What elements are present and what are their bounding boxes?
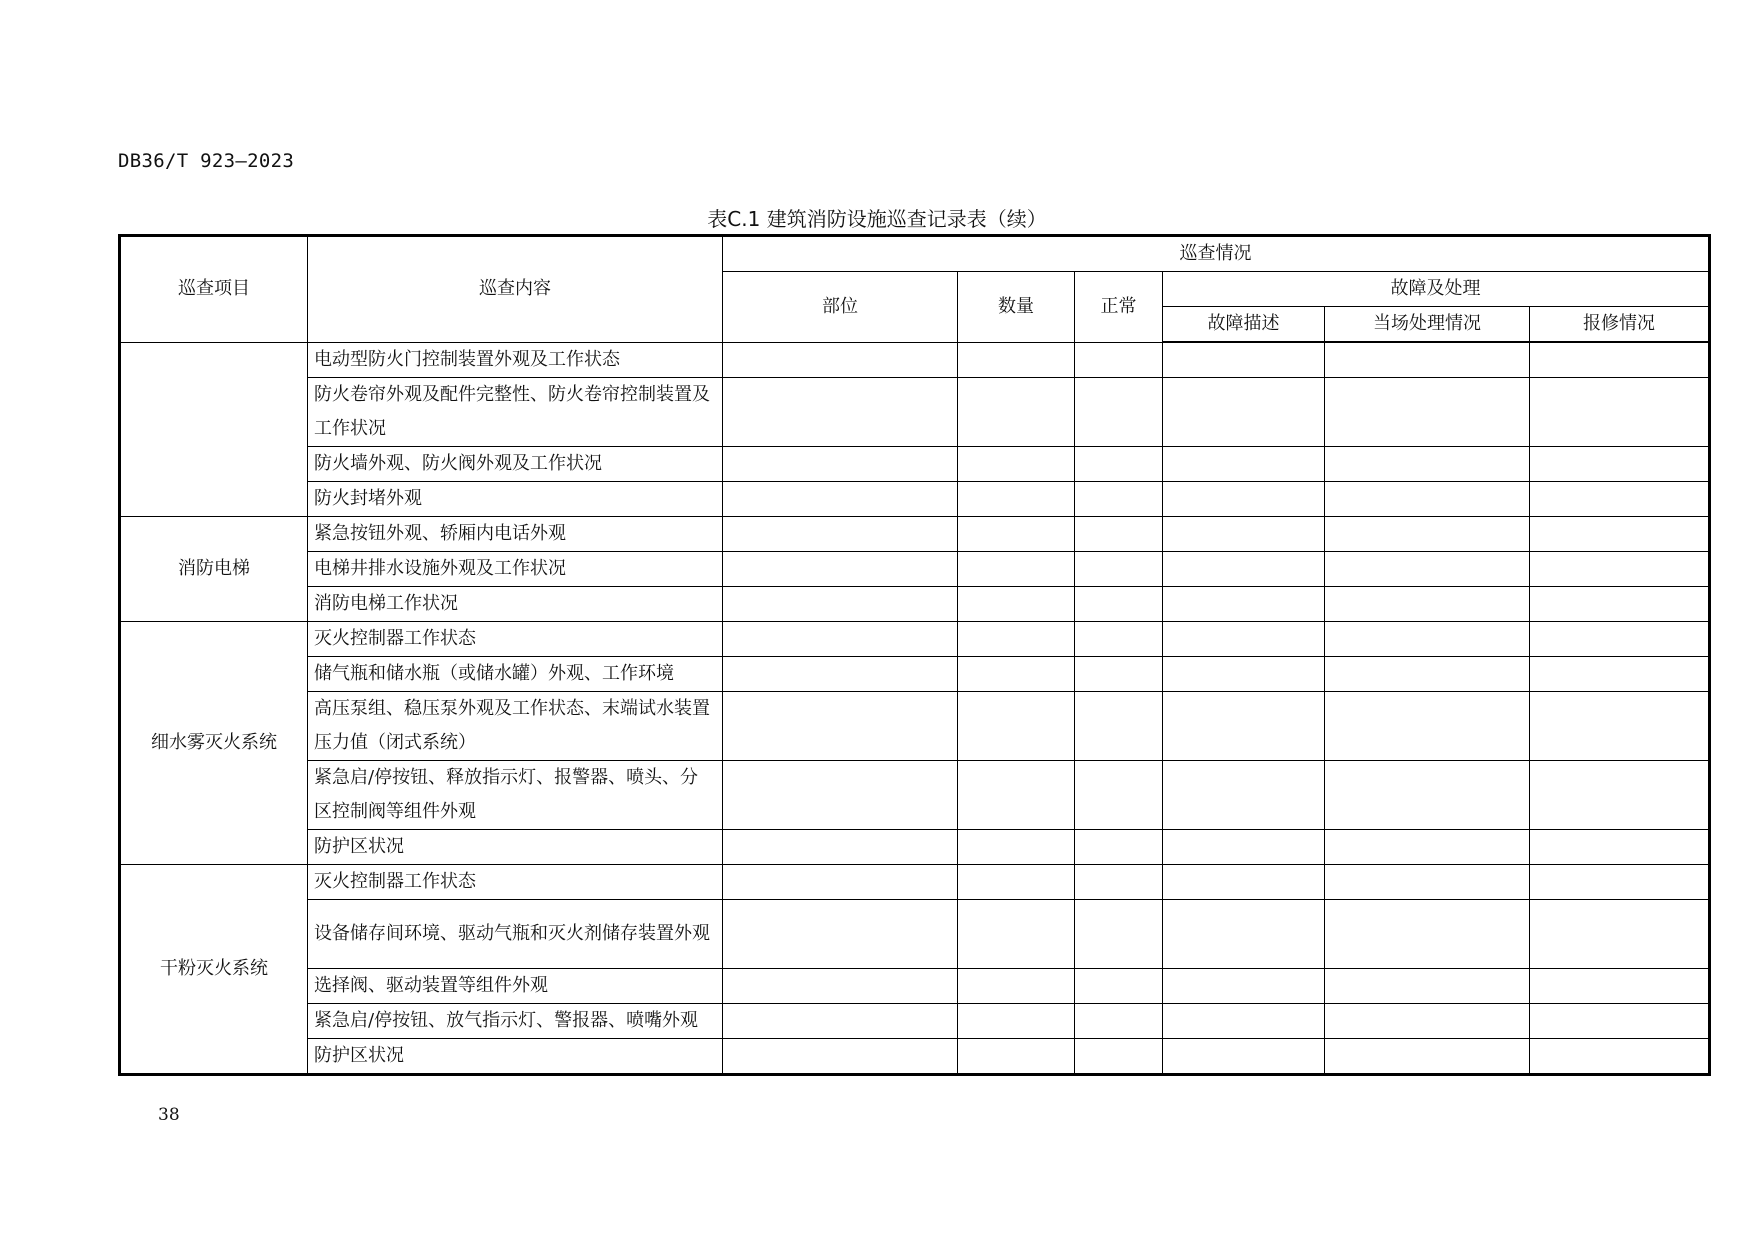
blank-entry-cell[interactable] [1325,865,1530,900]
blank-entry-cell[interactable] [723,692,958,761]
blank-entry-cell[interactable] [1325,1004,1530,1039]
blank-entry-cell[interactable] [1075,1004,1163,1039]
blank-entry-cell[interactable] [1325,830,1530,865]
blank-entry-cell[interactable] [1325,587,1530,622]
blank-entry-cell[interactable] [1163,517,1325,552]
blank-entry-cell[interactable] [1325,900,1530,969]
blank-entry-cell[interactable] [958,622,1075,657]
header-normal: 正常 [1075,272,1163,343]
blank-entry-cell[interactable] [1530,552,1710,587]
blank-entry-cell[interactable] [1075,969,1163,1004]
blank-entry-cell[interactable] [1325,657,1530,692]
table-row [120,378,1710,447]
blank-entry-cell[interactable] [1075,552,1163,587]
blank-entry-cell[interactable] [1325,517,1530,552]
blank-entry-cell[interactable] [723,761,958,830]
blank-entry-cell[interactable] [1163,1039,1325,1075]
blank-entry-cell[interactable] [723,657,958,692]
patrol-content-cell: 选择阀、驱动装置等组件外观 [308,969,723,1004]
blank-entry-cell[interactable] [958,657,1075,692]
table-row [120,692,1710,761]
patrol-content-cell: 设备储存间环境、驱动气瓶和灭火剂储存装置外观 [308,900,723,969]
blank-entry-cell[interactable] [1530,830,1710,865]
blank-entry-cell[interactable] [723,378,958,447]
blank-entry-cell[interactable] [723,1004,958,1039]
patrol-content-cell: 电动型防火门控制装置外观及工作状态 [308,342,723,378]
blank-entry-cell[interactable] [723,342,958,378]
blank-entry-cell[interactable] [1163,830,1325,865]
blank-entry-cell[interactable] [723,587,958,622]
blank-entry-cell[interactable] [958,587,1075,622]
blank-entry-cell[interactable] [1325,622,1530,657]
patrol-content-cell: 高压泵组、稳压泵外观及工作状态、末端试水装置压力值（闭式系统） [308,692,723,761]
blank-entry-cell[interactable] [958,552,1075,587]
blank-entry-cell[interactable] [1530,587,1710,622]
blank-entry-cell[interactable] [1325,482,1530,517]
blank-entry-cell[interactable] [1163,482,1325,517]
patrol-record-table [118,234,1711,1076]
patrol-content-cell: 防护区状况 [308,830,723,865]
blank-entry-cell[interactable] [1163,587,1325,622]
blank-entry-cell[interactable] [1163,1004,1325,1039]
table-row [120,761,1710,830]
blank-entry-cell[interactable] [1530,865,1710,900]
patrol-content-cell: 电梯井排水设施外观及工作状况 [308,552,723,587]
table-row [120,830,1710,865]
blank-entry-cell[interactable] [1163,692,1325,761]
table-row [120,517,1710,552]
blank-entry-cell[interactable] [1075,692,1163,761]
blank-entry-cell[interactable] [1530,378,1710,447]
patrol-content-cell: 灭火控制器工作状态 [308,865,723,900]
table-row [120,900,1710,969]
blank-entry-cell[interactable] [958,447,1075,482]
blank-entry-cell[interactable] [1530,447,1710,482]
blank-entry-cell[interactable] [1325,692,1530,761]
blank-entry-cell[interactable] [1163,552,1325,587]
blank-entry-cell[interactable] [1075,622,1163,657]
blank-entry-cell[interactable] [1075,517,1163,552]
blank-entry-cell[interactable] [1163,378,1325,447]
blank-entry-cell[interactable] [958,342,1075,378]
blank-entry-cell[interactable] [1325,378,1530,447]
table-row [120,865,1710,900]
patrol-item-cell: 细水雾灭火系统 [120,622,308,865]
patrol-content-cell: 防火卷帘外观及配件完整性、防火卷帘控制装置及工作状况 [308,378,723,447]
table-row [120,342,1710,378]
blank-entry-cell[interactable] [1075,865,1163,900]
blank-entry-cell[interactable] [723,969,958,1004]
blank-entry-cell[interactable] [723,447,958,482]
patrol-item-cell: 干粉灭火系统 [120,865,308,1075]
table-row [120,587,1710,622]
patrol-content-cell: 紧急启/停按钮、释放指示灯、报警器、喷头、分区控制阀等组件外观 [308,761,723,830]
page-number: 38 [158,1105,180,1125]
blank-entry-cell[interactable] [723,622,958,657]
blank-entry-cell[interactable] [1530,657,1710,692]
blank-entry-cell[interactable] [1530,969,1710,1004]
header-onsite-handling: 当场处理情况 [1325,307,1530,343]
blank-entry-cell[interactable] [1075,378,1163,447]
blank-entry-cell[interactable] [958,692,1075,761]
blank-entry-cell[interactable] [958,969,1075,1004]
header-item: 巡查项目 [120,236,308,343]
table-title: 表C.1 建筑消防设施巡查记录表（续） [707,207,1047,231]
blank-entry-cell[interactable] [723,482,958,517]
header-repair-status: 报修情况 [1530,307,1710,343]
blank-entry-cell[interactable] [1530,1004,1710,1039]
blank-entry-cell[interactable] [958,1039,1075,1075]
blank-entry-cell[interactable] [1163,447,1325,482]
blank-entry-cell[interactable] [1530,761,1710,830]
blank-entry-cell[interactable] [1075,587,1163,622]
table-row [120,482,1710,517]
blank-entry-cell[interactable] [1163,900,1325,969]
patrol-content-cell: 紧急启/停按钮、放气指示灯、警报器、喷嘴外观 [308,1004,723,1039]
table-row [120,1039,1710,1075]
blank-entry-cell[interactable] [1530,622,1710,657]
blank-entry-cell[interactable] [958,1004,1075,1039]
blank-entry-cell[interactable] [1075,900,1163,969]
blank-entry-cell[interactable] [723,830,958,865]
blank-entry-cell[interactable] [1325,761,1530,830]
patrol-content-cell: 防火墙外观、防火阀外观及工作状况 [308,447,723,482]
blank-entry-cell[interactable] [723,865,958,900]
blank-entry-cell[interactable] [1530,482,1710,517]
blank-entry-cell[interactable] [1325,447,1530,482]
document-code: DB36/T 923—2023 [118,150,295,172]
table-row [120,552,1710,587]
blank-entry-cell[interactable] [723,900,958,969]
blank-entry-cell[interactable] [1530,517,1710,552]
patrol-content-cell: 储气瓶和储水瓶（或储水罐）外观、工作环境 [308,657,723,692]
blank-entry-cell[interactable] [1075,657,1163,692]
patrol-item-cell: 消防电梯 [120,517,308,622]
blank-entry-cell[interactable] [1325,969,1530,1004]
blank-entry-cell[interactable] [723,1039,958,1075]
patrol-item-cell [120,342,308,517]
blank-entry-cell[interactable] [958,378,1075,447]
blank-entry-cell[interactable] [1075,342,1163,378]
blank-entry-cell[interactable] [1163,657,1325,692]
blank-entry-cell[interactable] [958,830,1075,865]
blank-entry-cell[interactable] [958,761,1075,830]
blank-entry-cell[interactable] [958,865,1075,900]
patrol-content-cell: 防火封堵外观 [308,482,723,517]
table-row [120,1004,1710,1039]
patrol-content-cell: 防护区状况 [308,1039,723,1075]
table-row [120,969,1710,1004]
blank-entry-cell[interactable] [1530,342,1710,378]
header-quantity: 数量 [958,272,1075,343]
blank-entry-cell[interactable] [958,482,1075,517]
patrol-content-cell: 消防电梯工作状况 [308,587,723,622]
blank-entry-cell[interactable] [1163,622,1325,657]
header-content: 巡查内容 [308,236,723,343]
table-row [120,657,1710,692]
blank-entry-cell[interactable] [1163,342,1325,378]
header-location: 部位 [723,272,958,343]
blank-entry-cell[interactable] [1530,692,1710,761]
table-row [120,622,1710,657]
blank-entry-cell[interactable] [1075,761,1163,830]
header-fault-handling: 故障及处理 [1163,272,1710,307]
patrol-content-cell: 灭火控制器工作状态 [308,622,723,657]
blank-entry-cell[interactable] [1163,865,1325,900]
blank-entry-cell[interactable] [1530,900,1710,969]
blank-entry-cell[interactable] [1325,342,1530,378]
blank-entry-cell[interactable] [1075,830,1163,865]
blank-entry-cell[interactable] [1163,761,1325,830]
blank-entry-cell[interactable] [1075,1039,1163,1075]
blank-entry-cell[interactable] [1530,1039,1710,1075]
blank-entry-cell[interactable] [723,517,958,552]
blank-entry-cell[interactable] [723,552,958,587]
blank-entry-cell[interactable] [1075,482,1163,517]
blank-entry-cell[interactable] [958,517,1075,552]
header-fault-description: 故障描述 [1163,307,1325,343]
blank-entry-cell[interactable] [1325,552,1530,587]
blank-entry-cell[interactable] [1325,1039,1530,1075]
blank-entry-cell[interactable] [1075,447,1163,482]
blank-entry-cell[interactable] [958,900,1075,969]
blank-entry-cell[interactable] [1163,969,1325,1004]
patrol-content-cell: 紧急按钮外观、轿厢内电话外观 [308,517,723,552]
table-row [120,447,1710,482]
header-situation: 巡查情况 [723,236,1710,272]
